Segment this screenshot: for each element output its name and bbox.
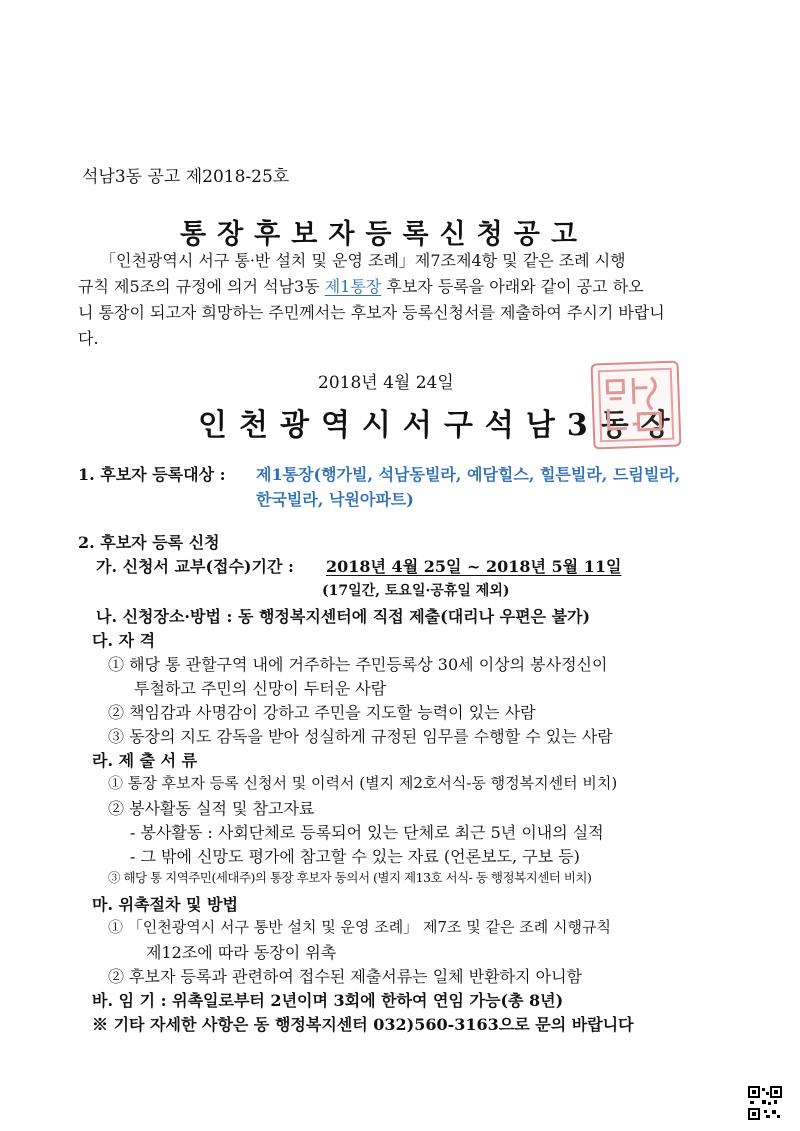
notice-number: 석남3동 공고 제2018-25호 — [82, 167, 290, 187]
term-of-office: 바. 임 기 : 위촉일로부터 2년이며 3회에 한하여 연임 가능(총 8년) — [92, 991, 564, 1010]
procedure-1b: 제12조에 따라 동장이 위촉 — [146, 943, 337, 962]
period-value: 2018년 4월 25일 ~ 2018년 5월 11일 — [326, 557, 622, 576]
page-title: 통장후보자등록신청공고 — [180, 219, 588, 250]
sec1-target-line-1: 제1통장(행가빌, 석남동빌라, 예담힐스, 힐튼빌라, 드림빌라, — [256, 465, 681, 484]
sec1-label: 1. 후보자 등록대상 : — [78, 465, 226, 484]
issuer-signature: 인천광역시서구석남3동장 — [198, 408, 682, 443]
document-1: ① 통장 후보자 등록 신청서 및 이력서 (별지 제2호서식-동 행정복지센터 비치) — [108, 774, 618, 792]
highlight-target-tong: 제1통장 — [324, 277, 382, 296]
sec1-target-line-2: 한국빌라, 낙원아파트) — [256, 490, 414, 509]
intro-line-2 — [78, 274, 644, 297]
intro-line-4: 다. — [78, 329, 99, 348]
place-method-text: 나. 신청장소·방법 : 동 행정복지센터에 직접 제출(대리나 우편은 불가) — [96, 607, 591, 626]
qualification-3: ③ 동장의 지도 감독을 받아 성실하게 규정된 임무를 수행할 수 있는 사람 — [108, 727, 613, 746]
intro-line-1: 「인천광역시 서구 통·반 설치 및 운영 조례」제7조제4항 및 같은 조례 시행 — [100, 251, 626, 270]
place-method — [96, 604, 590, 627]
qualification-1b: 투철하고 주민의 신망이 두터운 사람 — [134, 679, 387, 698]
document-2b: - 그 밖에 신망도 평가에 참고할 수 있는 자료 (언론보도, 구보 등) — [130, 847, 580, 866]
seal-icon — [593, 363, 680, 448]
procedure-2: ② 후보자 등록과 관련하여 접수된 제출서류는 일체 반환하지 아니함 — [108, 967, 583, 986]
qualification-heading: 다. 자 격 — [92, 631, 156, 650]
document-3: ③ 해당 통 지역주민(세대주)의 통장 후보자 동의서 (별지 제13호 서식- 동 행정복지센터 비치) — [108, 870, 592, 885]
inquiry-note: ※ 기타 자세한 사항은 동 행정복지센터 032)560-3163으로 문의 바랍니다 — [92, 1015, 634, 1034]
period-label: 가. 신청서 교부(접수)기간 : — [96, 557, 294, 576]
period-note: (17일간, 토요일·공휴일 제외) — [322, 583, 510, 599]
sec2-label: 2. 후보자 등록 신청 — [78, 533, 220, 552]
intro-text: 후보자 등록을 아래와 같이 공고 하오 — [381, 277, 644, 296]
notice-date: 2018년 4월 24일 — [318, 373, 454, 393]
qualification-2: ② 책임감과 사명감이 강하고 주민을 지도할 능력이 있는 사람 — [108, 703, 536, 722]
qr-code-icon — [748, 1086, 782, 1120]
document-2a: - 봉사활동 : 사회단체로 등록되어 있는 단체로 최근 5년 이내의 실적 — [130, 823, 604, 842]
document-2: ② 봉사활동 실적 및 참고자료 — [108, 799, 315, 818]
official-seal-stamp — [591, 360, 682, 449]
intro-line-3: 니 통장이 되고자 희망하는 주민께서는 후보자 등록신청서를 제출하여 주시기 바랍니 — [78, 303, 665, 322]
procedure-heading: 마. 위촉절차 및 방법 — [92, 895, 238, 914]
intro-text: 규칙 제5조의 규정에 의거 석남3동 — [78, 277, 325, 296]
procedure-1a: ① 「인천광역시 서구 통반 설치 및 운영 조례」 제7조 및 같은 조례 시행규칙 — [108, 918, 611, 936]
documents-heading: 라. 제 출 서 류 — [92, 751, 198, 770]
qualification-1a: ① 해당 통 관할구역 내에 거주하는 주민등록상 30세 이상의 봉사정신이 — [108, 655, 608, 674]
